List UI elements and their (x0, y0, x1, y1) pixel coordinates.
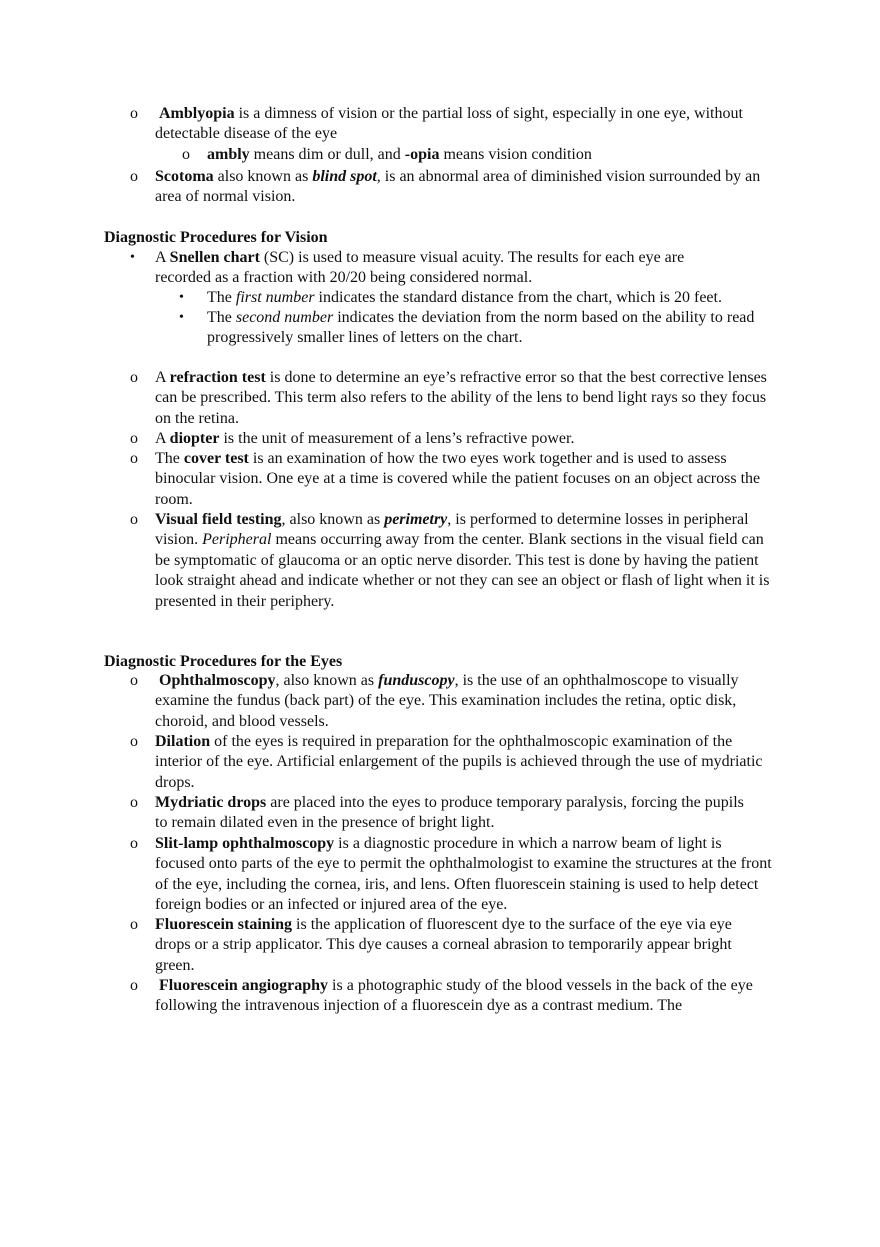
amblyopia-text: Amblyopia is a dimness of vision or the partial loss of sight, especially in one eye, without detectable disease of the eye (155, 105, 743, 143)
cover-test-text: The cover test is an examination of how the two eyes work together and is used to assess binocular vision. One eye at a time is covered while the patient focuses on an object across the room. (155, 450, 761, 508)
heading-vision: Diagnostic Procedures for Vision (104, 229, 328, 246)
disc-bullet: • (179, 290, 184, 305)
ophthalmoscopy-text: Ophthalmoscopy, also known as funduscopy, is the use of an ophthalmoscope to visually examine the fundus (back part) of the eye. This examination includes the retina, optic disk, choroid, and blood vessels. (155, 672, 739, 730)
dilation-text: Dilation of the eyes is required in preparation for the ophthalmoscopic examination of the interior of the eye. Artificial enlargement of the pupils is achieved through the use of mydriatic drops. (155, 733, 763, 791)
circle-bullet: o (130, 105, 138, 122)
circle-bullet: o (130, 511, 138, 528)
circle-bullet: o (130, 672, 138, 689)
circle-bullet: o (182, 146, 190, 163)
diopter-text: A diopter is the unit of measurement of a lens’s refractive power. (155, 430, 575, 447)
visual-field-text: Visual field testing, also known as perimetry, is performed to determine losses in peripheral vision. Peripheral means occurring away from the center. Blank sections in the visual field can be symptomatic of glaucoma or an optic nerve disorder. This test is done by having the patient look straight ahead and indicate whether or not they can see an object or flash of light when it is presented in their periphery. (155, 511, 770, 610)
circle-bullet: o (130, 835, 138, 852)
circle-bullet: o (130, 794, 138, 811)
slit-lamp-text: Slit-lamp ophthalmoscopy is a diagnostic procedure in which a narrow beam of light is focused onto parts of the eye to permit the ophthalmologist to examine the structures at the front of the eye, including the cornea, iris, and lens. Often fluorescein staining is used to help detect foreign bodies or an infected or injured area of the eye. (155, 835, 772, 914)
disc-bullet: • (130, 250, 135, 265)
circle-bullet: o (130, 430, 138, 447)
snellen-text: A Snellen chart (SC) is used to measure visual acuity. The results for each eye are recorded as a fraction with 20/20 being considered normal. (155, 249, 685, 287)
second-number-text: The second number indicates the deviation from the norm based on the ability to read progressively smaller lines of letters on the chart. (207, 309, 755, 347)
circle-bullet: o (130, 369, 138, 386)
heading-eyes: Diagnostic Procedures for the Eyes (104, 653, 343, 670)
scotoma-text: Scotoma also known as blind spot, is an abnormal area of diminished vision surrounded by an area of normal vision. (155, 168, 761, 206)
refraction-text: A refraction test is done to determine an eye’s refractive error so that the best corrective lenses can be prescribed. This term also refers to the ability of the lens to bend light rays so they focus on the retina. (155, 369, 767, 427)
circle-bullet: o (130, 168, 138, 185)
circle-bullet: o (130, 450, 138, 467)
circle-bullet: o (130, 977, 138, 994)
term-amblyopia: Amblyopia (159, 105, 235, 122)
first-number-text: The first number indicates the standard distance from the chart, which is 20 feet. (207, 289, 722, 306)
circle-bullet: o (130, 916, 138, 933)
ambly-sub-text: ambly means dim or dull, and -opia means vision condition (207, 146, 592, 163)
mydriatic-drops-text: Mydriatic drops are placed into the eyes to produce temporary paralysis, forcing the pupils to remain dilated even in the presence of bright light. (155, 794, 744, 832)
fluorescein-staining-text: Fluorescein staining is the application of fluorescent dye to the surface of the eye via eye drops or a strip applicator. This dye causes a corneal abrasion to temporarily appear bright green. (155, 916, 732, 974)
fluorescein-angiography-text: Fluorescein angiography is a photographic study of the blood vessels in the back of the eye following the intravenous injection of a fluorescein dye as a contrast medium. The (155, 977, 753, 1015)
disc-bullet: • (179, 310, 184, 325)
circle-bullet: o (130, 733, 138, 750)
